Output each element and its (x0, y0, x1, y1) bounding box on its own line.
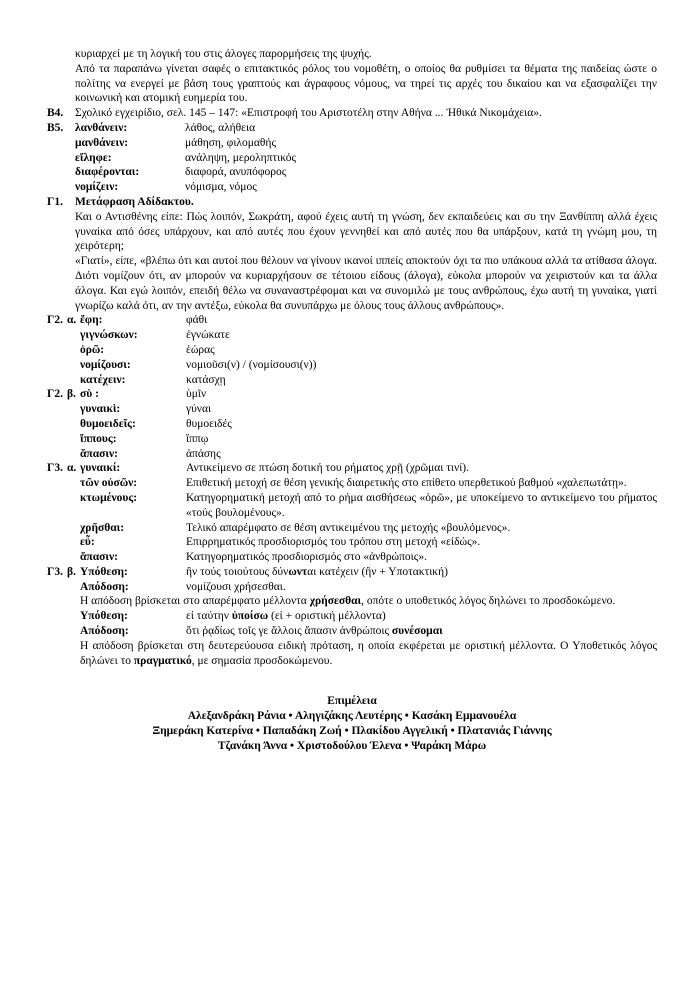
syntax-row (80, 535, 657, 550)
grammar-row (80, 417, 657, 432)
vocab-term: διαφέρονται: (75, 166, 140, 179)
section-g2a-pairs (80, 313, 657, 387)
section-b5-pairs (75, 121, 657, 195)
grammar-term: γιγνώσκων: (80, 329, 138, 342)
syntax-description: Επιθετική μετοχή σε θέση γενικής διαιρετικής στο επίθετο υπερθετικού βαθμού «χαλεπωτάτῃ». (186, 477, 627, 490)
grammar-row (80, 373, 657, 388)
vocab-term: λανθάνειν: (75, 121, 128, 134)
syntax-row (80, 550, 657, 565)
syntax-description: Αντικείμενο σε πτώση δοτική του ρήματος χρῇ (χρῶμαι τινί). (186, 462, 469, 475)
grammar-value: θυμοειδές (186, 417, 232, 430)
grammar-value: νομιοῦσι(ν) / (νομίσουσι(ν)) (186, 358, 317, 371)
vocab-value: διαφορά, ανυπόφορος (185, 166, 287, 179)
grammar-value: ὑμῖν (186, 388, 207, 401)
conditional-row (80, 565, 657, 580)
vocab-row (75, 121, 657, 136)
intro-continuation-line: κυριαρχεί με τη λογική του στις άλογες παρορμήσεις της ψυχής. (75, 48, 372, 60)
grammar-value: γύναι (186, 403, 212, 416)
section-g2b-sub: β. (67, 388, 76, 401)
grammar-value: ἐγνώκατε (186, 329, 230, 342)
credits-line: Ξημεράκη Κατερίνα • Παπαδάκη Ζωή • Πλακίδου Αγγελική • Πλατανιάς Γιάννης (152, 725, 552, 738)
section-g2a (47, 313, 657, 387)
syntax-row (80, 521, 657, 536)
conditional-term: Απόδοση: (80, 580, 129, 593)
vocab-value: ανάληψη, μεροληπτικός (185, 151, 297, 164)
vocab-row (75, 136, 657, 151)
conditional-row (80, 580, 657, 595)
grammar-value: ἑώρας (186, 343, 215, 356)
section-b4-text: Σχολικό εγχειρίδιο, σελ. 145 – 147: «Επιστροφή του Αριστοτέλη στην Αθήνα ... Ἠθικά Νικομάχεια». (75, 107, 542, 120)
conditional-explanation: Η απόδοση βρίσκεται στο απαρέμφατο μέλλοντα χρήσεσθαι, οπότε ο υποθετικός λόγος δηλώνει το προσδοκώμενο. (80, 595, 616, 608)
syntax-term: εὖ: (80, 536, 95, 549)
conditional-value: εἰ ταύτην ὑποίσω (εἰ + οριστική μέλλοντα) (186, 610, 386, 623)
section-g3b (47, 565, 657, 669)
credits-title: Επιμέλεια (327, 695, 377, 708)
grammar-term: σὺ : (80, 388, 99, 401)
section-g3a-pairs (80, 461, 657, 565)
syntax-term: γυναικί: (80, 462, 121, 475)
grammar-row (80, 402, 657, 417)
syntax-term: τῶν οὐσῶν: (80, 477, 138, 490)
grammar-row (80, 358, 657, 373)
section-g2b-label: Γ2. (47, 388, 63, 401)
syntax-term: χρῆσθαι: (80, 521, 125, 534)
vocab-row (75, 180, 657, 195)
syntax-row (80, 461, 657, 476)
grammar-term: ἵππους: (80, 432, 117, 445)
conditional-row (80, 624, 657, 639)
grammar-row (80, 313, 657, 328)
vocab-value: λάθος, αλήθεια (185, 121, 256, 134)
vocab-term: μανθάνειν: (75, 136, 129, 149)
vocab-value: μάθηση, φιλομαθής (185, 136, 277, 149)
conditional-term: Υπόθεση: (80, 610, 128, 623)
grammar-value: ἵππῳ (186, 432, 209, 445)
conditional-value: νομίζουσι χρήσεσθαι. (186, 580, 286, 593)
section-g3b-body (80, 565, 657, 669)
section-g2a-label: Γ2. (47, 314, 63, 327)
section-g3a-sub: α. (67, 462, 77, 475)
grammar-term: ὁρῶ: (80, 343, 105, 356)
grammar-row (80, 387, 657, 402)
conditional-explanation: Η απόδοση βρίσκεται στη δευτερεύουσα ειδική πρόταση, η οποία εκφέρεται με οριστική μέλλοντα. Ο Υποθετικός λόγος δηλώνει το πραγματικό, με σημασία προσδοκώμενου. (80, 639, 657, 667)
grammar-term: θυμοειδεῖς: (80, 417, 136, 430)
translation-paragraph-2: «Γιατί», είπε, «βλέπω ότι και αυτοί που θέλουν να γίνουν ικανοί ιππείς αποκτούν όχι τα πιο υπάκουα αλλά τα ατίθασα άλογα. Διότι νομίζουν ότι, αν μπορούν να κυριαρχήσουν σε τέτοιου είδους (άλογα), εύκολα μπορούν να χειριστούν και τα άλλα άλογα. Και εγώ λοιπόν, επειδή θέλω να συναναστρέφομαι και να συνομιλώ με τους ανθρώπους, έχω αυτή τη γυναίκα, γιατί γνωρίζω καλά ότι, αν την αντέξω, εύκολα θα συνυπάρχω με όλους τους άλλους ανθρώπους». (75, 255, 657, 312)
conditional-value: ὅτι ῥᾳδίως τοῖς γε ἄλλοις ἅπασιν ἀνθρώποις συνέσομαι (186, 625, 443, 638)
vocab-row (75, 165, 657, 180)
grammar-value: κατάσχῃ (186, 373, 226, 386)
intro-paragraph: Από τα παραπάνω γίνεται σαφές ο επιτακτικός ρόλος του νομοθέτη, ο οποίος θα ρυθμίσει τα θέματα της παιδείας ώστε ο πολίτης να ενεργεί με βάση τους γραπτούς και άγραφους νόμους, να τηρεί τις αρχές του δικαίου και να εξασφαλίζει την κοινωνική και ατομική ευημερία του. (75, 62, 657, 105)
section-g2b-pairs (80, 387, 657, 461)
section-g1-title: Μετάφραση Αδίδακτου. (75, 195, 194, 208)
syntax-term: κτωμένους: (80, 491, 138, 504)
grammar-value: ἁπάσης (186, 447, 221, 460)
section-g1-label: Γ1. (47, 195, 63, 208)
conditional-row (80, 609, 657, 624)
credits-line: Αλεξανδράκη Ράνια • Αληγιζάκης Λευτέρης • Κασάκη Εμμανουέλα (187, 710, 517, 723)
section-g1 (47, 195, 657, 313)
vocab-term: εἴληφε: (75, 151, 112, 164)
credits-footer (47, 694, 657, 753)
grammar-row (80, 432, 657, 447)
grammar-term: ἔφη: (80, 314, 103, 327)
section-b4-label: Β4. (47, 107, 64, 120)
grammar-term: νομίζουσι: (80, 358, 131, 371)
section-b5-label: Β5. (47, 121, 64, 134)
section-b5 (47, 121, 657, 195)
conditional-value: ἢν τούς τοιούτους δύνωνται κατέχειν (ἢν + Υποτακτική) (186, 565, 448, 578)
section-g3a (47, 461, 657, 565)
syntax-row (80, 476, 657, 491)
grammar-term: ἅπασιν: (80, 447, 118, 460)
grammar-term: κατέχειν: (80, 373, 126, 386)
syntax-term: ἅπασιν: (80, 551, 118, 564)
grammar-term: γυναικὶ: (80, 403, 121, 416)
section-g3a-label: Γ3. (47, 462, 63, 475)
grammar-row (80, 447, 657, 462)
syntax-row (80, 491, 657, 521)
grammar-row (80, 343, 657, 358)
translation-paragraph-1: Και ο Αντισθένης είπε: Πώς λοιπόν, Σωκράτη, αφού έχεις αυτή τη γνώση, δεν εκπαιδεύεις και συ την Ξανθίππη αλλά έχεις γυναίκα από όσες υπάρχουν, και από αυτές που έχουν γεννηθεί και από αυτές που θα υπάρξουν, κατά τη γνώμη μου, τη χειρότερη; (75, 210, 657, 253)
section-g1-body (75, 195, 657, 313)
section-g3b-sub: β. (67, 565, 76, 578)
credits-line: Τζανάκη Άννα • Χριστοδούλου Έλενα • Ψαράκη Μάρω (217, 739, 487, 752)
syntax-description: Κατηγορηματική μετοχή από το ρήμα αισθήσεως «ὁρῶ», με υποκείμενο το αντικείμενο του ρήματος «τούς βουλομένους». (186, 491, 657, 519)
vocab-row (75, 151, 657, 166)
syntax-description: Επιρρηματικός προσδιορισμός του τρόπου στη μετοχή «εἰδώς». (186, 536, 481, 549)
section-b4 (47, 106, 657, 121)
vocab-term: νομίζειν: (75, 181, 119, 194)
section-g2b (47, 387, 657, 461)
vocab-value: νόμισμα, νόμος (185, 181, 257, 194)
section-g2a-sub: α. (67, 314, 77, 327)
grammar-row (80, 328, 657, 343)
conditional-term: Υπόθεση: (80, 565, 128, 578)
conditional-term: Απόδοση: (80, 625, 129, 638)
syntax-description: Τελικό απαρέμφατο σε θέση αντικειμένου της μετοχής «βουλόμενος». (186, 521, 511, 534)
section-g3b-label: Γ3. (47, 565, 63, 578)
syntax-description: Κατηγορηματικός προσδιορισμός στο «ἀνθρώποις». (186, 551, 427, 564)
grammar-value: φάθι (186, 314, 208, 327)
